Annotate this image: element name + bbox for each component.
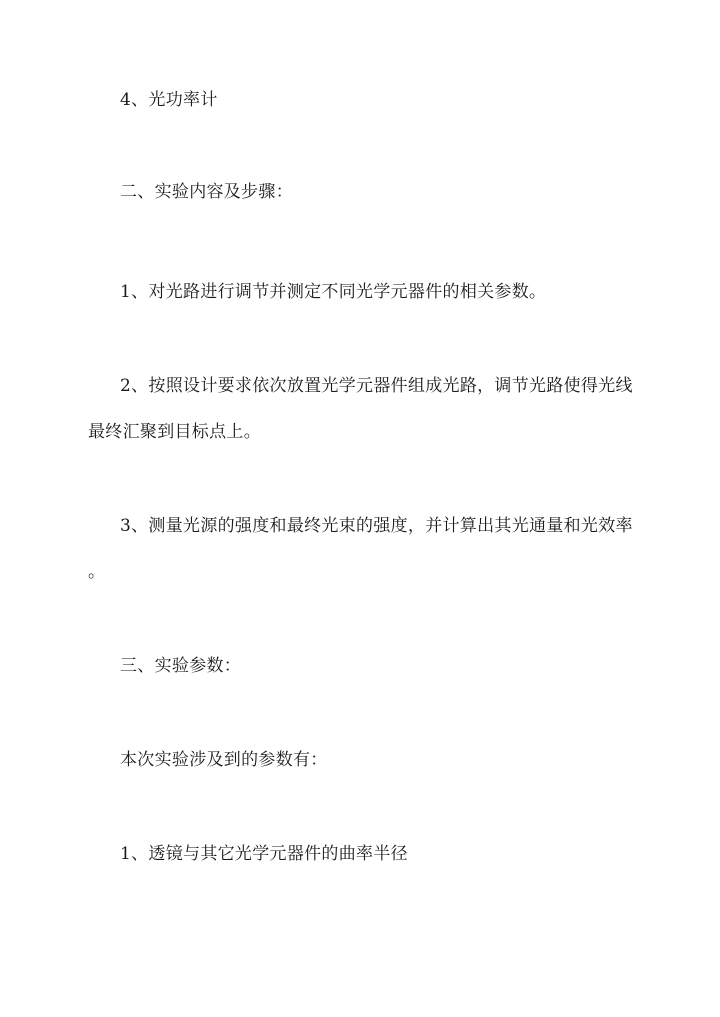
- step-3-text-line-2: 。: [88, 562, 106, 582]
- step-3-text-line-1: 3、测量光源的强度和最终光束的强度，并计算出其光通量和光效率: [120, 516, 633, 536]
- section-heading-parameters: 三、实验参数：: [120, 656, 242, 676]
- parameters-intro: 本次实验涉及到的参数有：: [120, 750, 328, 770]
- step-1-text: 1、对光路进行调节并测定不同光学元器件的相关参数。: [120, 282, 547, 302]
- section-heading-content-steps: 二、实验内容及步骤：: [120, 182, 293, 202]
- step-2-text-line-2: 最终汇聚到目标点上。: [88, 422, 261, 442]
- step-2-text-line-1: 2、按照设计要求依次放置光学元器件组成光路，调节光路使得光线: [120, 376, 633, 396]
- parameter-1-text: 1、透镜与其它光学元器件的曲率半径: [120, 844, 408, 864]
- equipment-item-4: 4、光功率计: [120, 90, 218, 110]
